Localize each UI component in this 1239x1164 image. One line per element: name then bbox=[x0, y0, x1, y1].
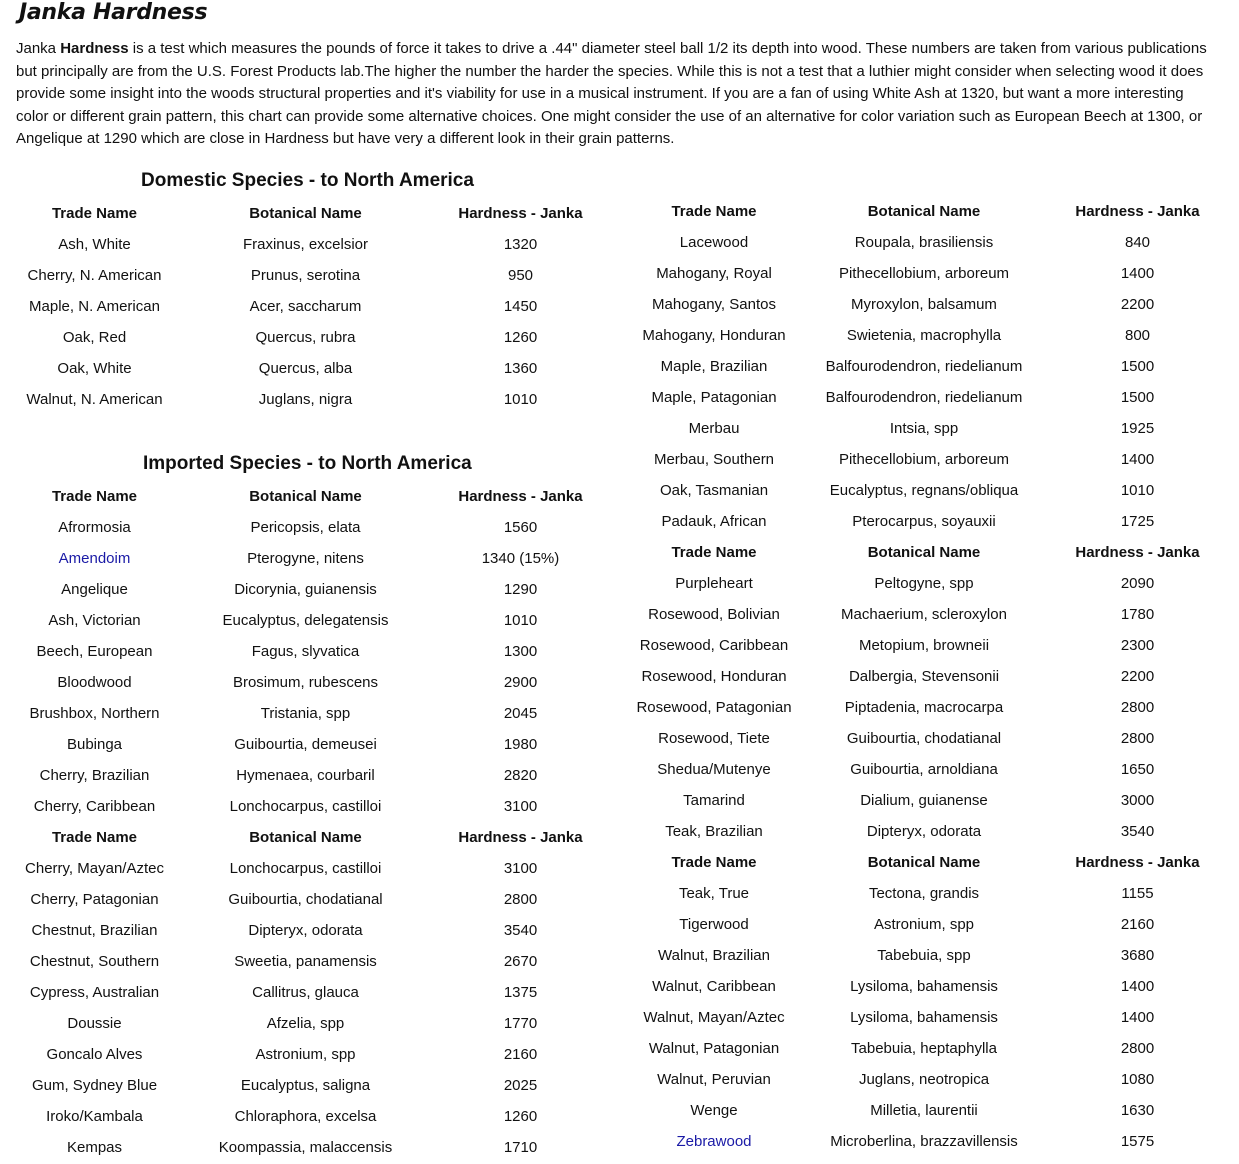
cell-hardness: 1260 bbox=[503, 1108, 538, 1125]
cell-botanical: Machaerium, scleroxylon bbox=[841, 606, 1007, 623]
cell-hardness: 2670 bbox=[503, 953, 538, 970]
cell-trade: Chestnut, Brazilian bbox=[31, 922, 158, 939]
intro-bold: Hardness bbox=[60, 40, 129, 57]
cell-hardness: 1340 (15%) bbox=[481, 550, 560, 567]
cell-trade: Cherry, Patagonian bbox=[30, 891, 159, 908]
cell-trade: Kempas bbox=[66, 1139, 123, 1156]
table-row bbox=[0, 878, 1225, 909]
cell-botanical: Pithecellobium, arboreum bbox=[838, 265, 1010, 282]
cell-hardness: 1710 bbox=[503, 1139, 538, 1156]
cell-botanical: Lysiloma, bahamensis bbox=[850, 978, 998, 995]
cell-botanical: Pithecellobium, arboreum bbox=[838, 451, 1010, 468]
header-trade: Trade Name bbox=[671, 203, 757, 220]
cell-trade: Ash, White bbox=[58, 236, 131, 253]
cell-hardness: 1290 bbox=[503, 581, 538, 598]
cell-trade: Purpleheart bbox=[675, 575, 753, 592]
intro-rest: is a test which measures the pounds of force it takes to drive a .44" diameter steel ball 1/2 its depth into wood. These numbers are taken from various publications but principally are from the U.S. Forest Products lab.The higher the number the harder the species. While this is not a test that a luthier might consider when selecting wood it does provide some insight into the woods structural properties and it's viability for use in a musical instrument. If you are a fan of using White Ash at 1320, but want a more interesting color or different grain pattern, this chart can provide some alternative choices. One might consider the use of an alternative for color variation such as European Beech at 1300, or Angelique at 1290 which are close in Hardness but have very a different look in their grain patterns. bbox=[16, 40, 1207, 147]
imported-heading: Imported Species - to North America bbox=[143, 453, 472, 474]
cell-hardness: 2800 bbox=[1120, 1040, 1155, 1057]
cell-trade: Mahogany, Royal bbox=[656, 265, 772, 282]
species-link[interactable]: Zebrawood bbox=[676, 1133, 752, 1150]
cell-hardness: 800 bbox=[1124, 327, 1151, 344]
table-row bbox=[0, 1095, 1225, 1126]
cell-trade: Walnut, Mayan/Aztec bbox=[643, 1009, 785, 1026]
header-hardness: Hardness - Janka bbox=[458, 829, 583, 846]
cell-hardness: 1770 bbox=[503, 1015, 538, 1032]
cell-hardness: 2160 bbox=[1120, 916, 1155, 933]
cell-trade: Beech, European bbox=[36, 643, 153, 660]
cell-trade: Walnut, Brazilian bbox=[658, 947, 770, 964]
cell-hardness: 2300 bbox=[1120, 637, 1155, 654]
cell-hardness: 1780 bbox=[1120, 606, 1155, 623]
table-row bbox=[0, 258, 1225, 289]
cell-hardness: 1400 bbox=[1120, 265, 1155, 282]
intro-lead: Janka bbox=[16, 40, 61, 57]
table-row bbox=[0, 661, 1225, 692]
table-row bbox=[0, 227, 1225, 258]
cell-trade: Angelique bbox=[61, 581, 128, 598]
cell-hardness: 1925 bbox=[1120, 420, 1155, 437]
cell-botanical: Pterogyne, nitens bbox=[247, 550, 364, 567]
cell-trade: Bloodwood bbox=[57, 674, 132, 691]
cell-hardness: 1980 bbox=[503, 736, 538, 753]
cell-hardness: 2800 bbox=[1120, 730, 1155, 747]
table-row bbox=[0, 1033, 1225, 1064]
cell-hardness: 2045 bbox=[503, 705, 538, 722]
cell-trade: Oak, Tasmanian bbox=[659, 482, 769, 499]
cell-trade: Maple, Patagonian bbox=[651, 389, 777, 406]
cell-botanical: Milletia, laurentii bbox=[870, 1102, 978, 1119]
cell-botanical: Acer, saccharum bbox=[249, 298, 362, 315]
cell-trade: Maple, N. American bbox=[29, 298, 160, 315]
header-hardness: Hardness - Janka bbox=[458, 488, 583, 505]
cell-trade: Cherry, Brazilian bbox=[39, 767, 150, 784]
header-trade: Trade Name bbox=[51, 829, 138, 846]
table-row bbox=[0, 475, 1225, 506]
cell-hardness: 2200 bbox=[1120, 296, 1155, 313]
cell-hardness: 1400 bbox=[1120, 978, 1155, 995]
cell-botanical: Pericopsis, elata bbox=[250, 519, 361, 536]
cell-trade: Rosewood, Tiete bbox=[658, 730, 770, 747]
cell-botanical: Lysiloma, bahamensis bbox=[850, 1009, 998, 1026]
cell-botanical: Fagus, slyvatica bbox=[251, 643, 360, 660]
cell-trade: Maple, Brazilian bbox=[660, 358, 768, 375]
cell-hardness: 1010 bbox=[503, 391, 538, 408]
cell-hardness: 2090 bbox=[1120, 575, 1155, 592]
cell-botanical: Hymenaea, courbaril bbox=[236, 767, 375, 784]
cell-hardness: 1010 bbox=[1120, 482, 1155, 499]
cell-trade: Chestnut, Southern bbox=[29, 953, 160, 970]
cell-trade: Rosewood, Patagonian bbox=[636, 699, 792, 716]
cell-trade: Afrormosia bbox=[58, 519, 131, 536]
cell-trade: Rosewood, Honduran bbox=[641, 668, 787, 685]
cell-botanical: Dialium, guianense bbox=[860, 792, 988, 809]
cell-hardness: 2900 bbox=[503, 674, 538, 691]
cell-botanical: Pterocarpus, soyauxii bbox=[852, 513, 996, 530]
cell-hardness: 1450 bbox=[503, 298, 538, 315]
table-row bbox=[0, 909, 1225, 940]
cell-botanical: Tristania, spp bbox=[260, 705, 351, 722]
header-botanical: Botanical Name bbox=[249, 488, 362, 505]
cell-trade: Cherry, N. American bbox=[27, 267, 162, 284]
table-row bbox=[0, 630, 1225, 661]
cell-hardness: 840 bbox=[1124, 234, 1151, 251]
table-row bbox=[0, 506, 1225, 537]
cell-hardness: 1725 bbox=[1120, 513, 1155, 530]
header-hardness: Hardness - Janka bbox=[1075, 203, 1200, 220]
cell-hardness: 3000 bbox=[1120, 792, 1155, 809]
species-link[interactable]: Amendoim bbox=[58, 550, 131, 567]
cell-trade: Mahogany, Santos bbox=[652, 296, 776, 313]
cell-hardness: 2160 bbox=[503, 1046, 538, 1063]
cell-hardness: 1320 bbox=[503, 236, 538, 253]
table-row bbox=[0, 816, 1225, 847]
cell-trade: Walnut, Caribbean bbox=[652, 978, 776, 995]
cell-botanical: Afzelia, spp bbox=[266, 1015, 345, 1032]
cell-hardness: 1155 bbox=[1121, 885, 1154, 902]
cell-botanical: Peltogyne, spp bbox=[874, 575, 974, 592]
cell-hardness: 1260 bbox=[503, 329, 538, 346]
cell-hardness: 3680 bbox=[1120, 947, 1155, 964]
cell-botanical: Sweetia, panamensis bbox=[234, 953, 377, 970]
cell-hardness: 1300 bbox=[503, 643, 538, 660]
header-botanical: Botanical Name bbox=[867, 544, 981, 561]
table-header-row bbox=[0, 537, 1225, 568]
cell-hardness: 1630 bbox=[1120, 1102, 1155, 1119]
table-row bbox=[0, 971, 1225, 1002]
table-header-row bbox=[0, 847, 1225, 878]
cell-trade: Padauk, African bbox=[661, 513, 767, 530]
table-row bbox=[0, 1126, 1225, 1157]
cell-trade: Gum, Sydney Blue bbox=[31, 1077, 158, 1094]
cell-trade: Rosewood, Bolivian bbox=[648, 606, 780, 623]
cell-botanical: Tectona, grandis bbox=[868, 885, 980, 902]
cell-botanical: Prunus, serotina bbox=[250, 267, 361, 284]
table-row bbox=[0, 568, 1225, 599]
cell-hardness: 950 bbox=[507, 267, 534, 284]
cell-hardness: 2820 bbox=[503, 767, 538, 784]
cell-botanical: Dalbergia, Stevensonii bbox=[848, 668, 1000, 685]
cell-trade: Iroko/Kambala bbox=[46, 1108, 143, 1125]
intro-paragraph bbox=[16, 38, 1216, 151]
cell-hardness: 3540 bbox=[1120, 823, 1155, 840]
table-row bbox=[0, 692, 1225, 723]
cell-trade: Doussie bbox=[67, 1015, 122, 1032]
cell-botanical: Eucalyptus, delegatensis bbox=[222, 612, 389, 629]
cell-hardness: 1010 bbox=[503, 612, 538, 629]
cell-hardness: 2025 bbox=[503, 1077, 538, 1094]
cell-trade: Cherry, Caribbean bbox=[33, 798, 156, 815]
table-row bbox=[0, 1064, 1225, 1095]
table-row bbox=[0, 599, 1225, 630]
cell-trade: Tamarind bbox=[683, 792, 745, 809]
cell-hardness: 1500 bbox=[1120, 389, 1155, 406]
table-header-row bbox=[0, 196, 1225, 227]
header-hardness: Hardness - Janka bbox=[1075, 544, 1200, 561]
table-row bbox=[0, 754, 1225, 785]
cell-botanical: Guibourtia, chodatianal bbox=[228, 891, 383, 908]
cell-hardness: 1360 bbox=[503, 360, 538, 377]
cell-trade: Teak, True bbox=[678, 885, 750, 902]
header-trade: Trade Name bbox=[51, 488, 138, 505]
header-trade: Trade Name bbox=[671, 544, 757, 561]
cell-botanical: Balfourodendron, riedelianum bbox=[825, 358, 1023, 375]
cell-botanical: Myroxylon, balsamum bbox=[851, 296, 997, 313]
cell-botanical: Metopium, browneii bbox=[858, 637, 990, 654]
cell-botanical: Guibourtia, arnoldiana bbox=[850, 761, 998, 778]
cell-botanical: Guibourtia, chodatianal bbox=[846, 730, 1002, 747]
cell-hardness: 1400 bbox=[1120, 451, 1155, 468]
cell-botanical: Balfourodendron, riedelianum bbox=[825, 389, 1023, 406]
cell-trade: Merbau, Southern bbox=[653, 451, 775, 468]
cell-botanical: Tabebuia, heptaphylla bbox=[851, 1040, 997, 1057]
cell-hardness: 2200 bbox=[1120, 668, 1155, 685]
cell-botanical: Callitrus, glauca bbox=[252, 984, 359, 1001]
cell-botanical: Astronium, spp bbox=[873, 916, 975, 933]
cell-botanical: Chloraphora, excelsa bbox=[234, 1108, 377, 1125]
cell-trade: Goncalo Alves bbox=[46, 1046, 143, 1063]
cell-hardness: 1400 bbox=[1120, 1009, 1155, 1026]
cell-botanical: Guibourtia, demeusei bbox=[234, 736, 377, 753]
cell-trade: Oak, White bbox=[57, 360, 132, 377]
cell-trade: Cypress, Australian bbox=[29, 984, 160, 1001]
cell-botanical: Quercus, rubra bbox=[255, 329, 356, 346]
cell-trade: Merbau bbox=[688, 420, 740, 437]
cell-botanical: Eucalyptus, regnans/obliqua bbox=[829, 482, 1019, 499]
cell-hardness: 1375 bbox=[503, 984, 538, 1001]
table-row bbox=[0, 413, 1225, 444]
header-botanical: Botanical Name bbox=[249, 205, 362, 222]
cell-botanical: Lonchocarpus, castilloi bbox=[229, 798, 382, 815]
cell-trade: Oak, Red bbox=[62, 329, 127, 346]
header-botanical: Botanical Name bbox=[867, 854, 981, 871]
table-row bbox=[0, 351, 1225, 382]
cell-hardness: 1080 bbox=[1120, 1071, 1155, 1088]
header-botanical: Botanical Name bbox=[249, 829, 362, 846]
cell-botanical: Quercus, alba bbox=[258, 360, 353, 377]
cell-botanical: Dipteryx, odorata bbox=[866, 823, 982, 840]
cell-botanical: Brosimum, rubescens bbox=[232, 674, 379, 691]
table-row bbox=[0, 723, 1225, 754]
table-row bbox=[0, 320, 1225, 351]
cell-botanical: Juglans, neotropica bbox=[858, 1071, 990, 1088]
cell-trade: Teak, Brazilian bbox=[665, 823, 763, 840]
cell-trade: Mahogany, Honduran bbox=[642, 327, 786, 344]
cell-hardness: 3100 bbox=[503, 798, 538, 815]
table-row bbox=[0, 382, 1225, 413]
cell-botanical: Fraxinus, excelsior bbox=[242, 236, 369, 253]
cell-trade: Cherry, Mayan/Aztec bbox=[25, 860, 164, 877]
cell-botanical: Piptadenia, macrocarpa bbox=[844, 699, 1004, 716]
cell-hardness: 1650 bbox=[1120, 761, 1155, 778]
cell-hardness: 1500 bbox=[1120, 358, 1155, 375]
cell-hardness: 2800 bbox=[1120, 699, 1155, 716]
cell-botanical: Roupala, brasiliensis bbox=[854, 234, 994, 251]
cell-botanical: Swietenia, macrophylla bbox=[846, 327, 1002, 344]
cell-botanical: Intsia, spp bbox=[889, 420, 959, 437]
cell-trade: Tigerwood bbox=[679, 916, 749, 933]
cell-botanical: Microberlina, brazzavillensis bbox=[830, 1133, 1018, 1150]
page-title: Janka Hardness bbox=[19, 0, 208, 25]
header-hardness: Hardness - Janka bbox=[1075, 854, 1200, 871]
cell-trade: Ash, Victorian bbox=[48, 612, 141, 629]
cell-botanical: Lonchocarpus, castilloi bbox=[229, 860, 382, 877]
cell-hardness: 1575 bbox=[1120, 1133, 1155, 1150]
table-row bbox=[0, 1002, 1225, 1033]
cell-trade: Shedua/Mutenye bbox=[657, 761, 771, 778]
cell-trade: Wenge bbox=[690, 1102, 738, 1119]
cell-trade: Walnut, Patagonian bbox=[648, 1040, 780, 1057]
header-trade: Trade Name bbox=[671, 854, 757, 871]
cell-botanical: Tabebuia, spp bbox=[877, 947, 971, 964]
cell-hardness: 3540 bbox=[503, 922, 538, 939]
cell-botanical: Astronium, spp bbox=[255, 1046, 356, 1063]
table-row bbox=[0, 940, 1225, 971]
cell-botanical: Eucalyptus, saligna bbox=[240, 1077, 371, 1094]
cell-trade: Bubinga bbox=[66, 736, 123, 753]
cell-hardness: 1560 bbox=[503, 519, 538, 536]
cell-botanical: Dipteryx, odorata bbox=[248, 922, 363, 939]
cell-botanical: Koompassia, malaccensis bbox=[218, 1139, 393, 1156]
header-trade: Trade Name bbox=[51, 205, 138, 222]
cell-hardness: 3100 bbox=[503, 860, 538, 877]
cell-trade: Rosewood, Caribbean bbox=[639, 637, 789, 654]
header-botanical: Botanical Name bbox=[867, 203, 981, 220]
cell-hardness: 2800 bbox=[503, 891, 538, 908]
table-row bbox=[0, 785, 1225, 816]
table-row bbox=[0, 289, 1225, 320]
header-hardness: Hardness - Janka bbox=[458, 205, 583, 222]
cell-botanical: Juglans, nigra bbox=[258, 391, 353, 408]
domestic-heading: Domestic Species - to North America bbox=[141, 170, 474, 191]
cell-trade: Walnut, N. American bbox=[26, 391, 163, 408]
table-row bbox=[0, 444, 1225, 475]
cell-trade: Lacewood bbox=[679, 234, 749, 251]
cell-trade: Brushbox, Northern bbox=[29, 705, 160, 722]
cell-botanical: Dicorynia, guianensis bbox=[234, 581, 377, 598]
cell-trade: Walnut, Peruvian bbox=[657, 1071, 771, 1088]
